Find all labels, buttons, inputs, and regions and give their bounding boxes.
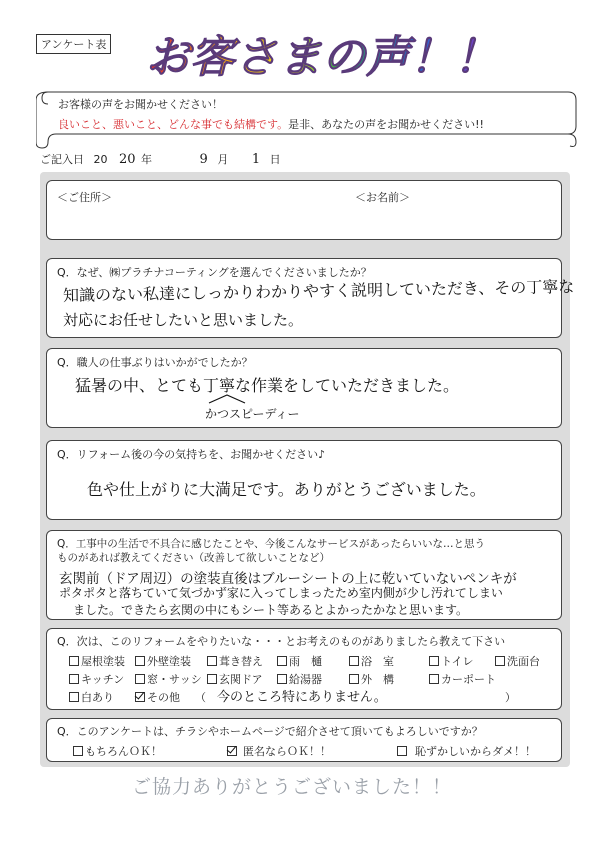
q1-panel bbox=[46, 258, 575, 338]
option-termite[interactable]: 白あり bbox=[69, 689, 114, 705]
address-label: ＜ご住所＞ bbox=[57, 191, 112, 204]
option-exterior[interactable]: 外 構 bbox=[349, 671, 394, 687]
q3-answer: 色や仕上がりに大満足です。ありがとうございました。 bbox=[87, 480, 486, 499]
checkbox[interactable] bbox=[73, 746, 83, 756]
q4-answer-line2: ポタポタと落ちていて気づかず家に入ってしまったため室内側が少し汚れてしまい bbox=[59, 586, 503, 600]
checkbox[interactable] bbox=[397, 746, 407, 756]
checkbox[interactable] bbox=[135, 656, 145, 666]
checkbox[interactable] bbox=[277, 656, 287, 666]
date-year-unit: 年 bbox=[141, 153, 153, 166]
option-washbasin[interactable]: 洗面台 bbox=[495, 653, 540, 669]
other-close-paren: ） bbox=[505, 691, 516, 704]
date-year-handwritten: 20 bbox=[119, 152, 136, 167]
entry-date bbox=[40, 151, 281, 167]
checkbox-checked[interactable] bbox=[227, 746, 237, 756]
checkbox[interactable] bbox=[69, 656, 79, 666]
q4-question-line2: ものがあれば教えてください（改善して欲しいことなど） bbox=[57, 552, 330, 564]
option-toilet[interactable]: トイレ bbox=[429, 653, 473, 669]
option-gutter[interactable]: 雨 樋 bbox=[277, 653, 322, 669]
checkbox[interactable] bbox=[349, 656, 359, 666]
other-open-paren: （ bbox=[195, 691, 206, 704]
checkbox[interactable] bbox=[349, 674, 359, 684]
q4-panel bbox=[46, 530, 562, 620]
q4-question-line1: Q．工事中の生活で不具合に感じたことや、今後こんなサービスがあったらいいな…と思う bbox=[57, 538, 485, 550]
date-day-unit: 日 bbox=[269, 153, 281, 166]
option-no[interactable]: 恥ずかしいからダメ！！ bbox=[397, 743, 536, 759]
option-window-sash[interactable]: 窓・サッシ bbox=[135, 671, 202, 687]
q2-panel bbox=[46, 348, 562, 428]
q6-question: Q．このアンケートは、チラシやホームページで紹介させて頂いてもよろしいですか？ bbox=[57, 725, 483, 738]
q3-panel bbox=[46, 440, 562, 520]
q4-answer-line1: 玄関前（ドア周辺）の塗装直後はブルーシートの上に乾いていないペンキが bbox=[59, 571, 517, 587]
checkbox[interactable] bbox=[495, 656, 505, 666]
date-day-handwritten: 1 bbox=[251, 152, 261, 167]
checkbox[interactable] bbox=[277, 674, 287, 684]
option-other[interactable]: その他 bbox=[135, 689, 180, 705]
intro-line1: お客様の声をお聞かせください！ bbox=[58, 98, 223, 111]
checkbox[interactable] bbox=[69, 692, 79, 702]
option-water-heater[interactable]: 給湯器 bbox=[277, 671, 322, 687]
title-text: お客さまの声！！ bbox=[146, 32, 498, 83]
address-panel bbox=[46, 180, 562, 240]
option-anonymous-ok[interactable]: 匿名ならＯＫ！！ bbox=[227, 743, 331, 759]
checkbox-checked[interactable] bbox=[135, 692, 145, 702]
option-bathroom[interactable]: 浴 室 bbox=[349, 653, 394, 669]
option-kitchen[interactable]: キッチン bbox=[69, 671, 124, 687]
option-roof-paint[interactable]: 屋根塗装 bbox=[69, 653, 125, 669]
name-label: ＜お名前＞ bbox=[355, 191, 410, 204]
date-label: ご記入日 bbox=[40, 153, 84, 166]
other-answer: 今のところ特にありません。 bbox=[217, 690, 387, 705]
q2-question: Q．職人の仕事ぶりはいかがでしたか？ bbox=[57, 356, 253, 369]
intro-line2 bbox=[58, 116, 484, 132]
q6-panel bbox=[46, 718, 562, 762]
checkbox[interactable] bbox=[429, 674, 439, 684]
checkbox[interactable] bbox=[69, 674, 79, 684]
option-entrance-door[interactable]: 玄関ドア bbox=[207, 671, 263, 687]
option-carport[interactable]: カーポート bbox=[429, 671, 496, 687]
survey-title bbox=[112, 26, 532, 88]
q1-answer-line1: 知識のない私達にしっかりわかりやすく説明していただき、その丁寧な bbox=[62, 277, 575, 305]
q2-insert: かつスピーディー bbox=[205, 407, 300, 421]
option-wall-paint[interactable]: 外壁塗装 bbox=[135, 653, 191, 669]
date-year-prefix: 20 bbox=[93, 153, 108, 166]
checkbox[interactable] bbox=[207, 674, 217, 684]
survey-tag: アンケート表 bbox=[36, 34, 111, 54]
checkbox[interactable] bbox=[135, 674, 145, 684]
option-reroof[interactable]: 葺き替え bbox=[207, 653, 263, 669]
thanks-message: ご協力ありがとうございました！！ bbox=[132, 776, 453, 798]
option-ok[interactable]: もちろんＯＫ！ bbox=[73, 743, 162, 759]
date-month-unit: 月 bbox=[217, 153, 229, 166]
q5-panel bbox=[46, 628, 562, 710]
q3-question: Q．リフォーム後の今の気持ちを、お聞かせください♪ bbox=[57, 448, 326, 461]
date-month-handwritten: 9 bbox=[199, 152, 208, 167]
intro-rest-text: 是非、あなたの声をお聞かせください!! bbox=[288, 118, 484, 131]
q5-question: Q．次は、このリフォームをやりたいな・・・とお考えのものがありましたら教えて下さい bbox=[57, 635, 506, 648]
q1-question: Q．なぜ、㈱プラチナコーティングを選んでくださいましたか？ bbox=[57, 266, 372, 279]
q2-answer: 猛暑の中、とても丁寧な作業をしていただきました。 bbox=[75, 376, 460, 395]
checkbox[interactable] bbox=[207, 656, 217, 666]
q1-answer-line2: 対応にお任せしたいと思いました。 bbox=[63, 311, 304, 329]
caret-mark-icon bbox=[207, 393, 247, 405]
intro-red-text: 良いこと、悪いこと、どんな事でも結構です。 bbox=[58, 118, 289, 131]
q4-answer-line3: ました。できたら玄関の中にもシート等あるとよかったかなと思います。 bbox=[73, 603, 469, 617]
checkbox[interactable] bbox=[429, 656, 439, 666]
